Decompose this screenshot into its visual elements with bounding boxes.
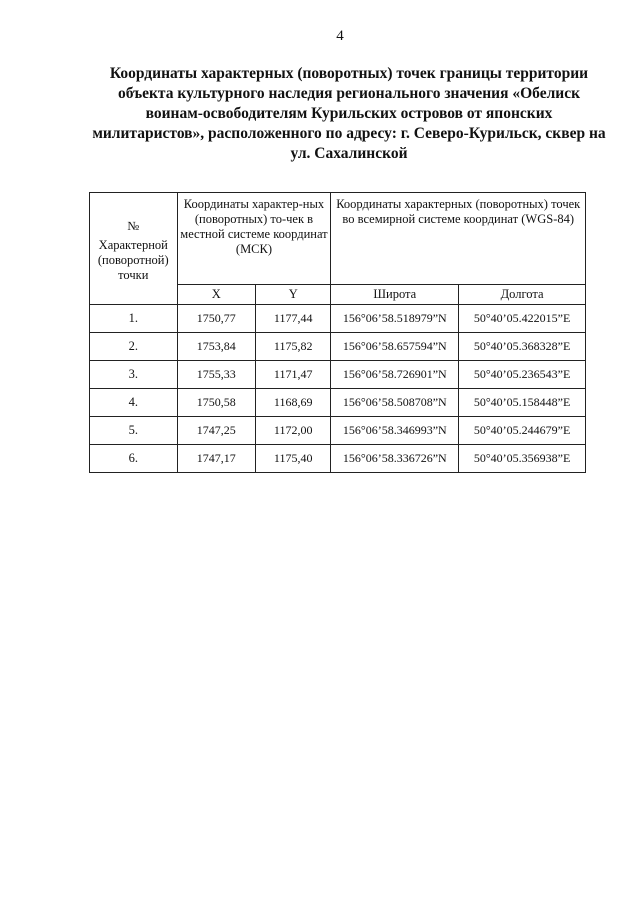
header-longitude: Долгота [459,285,586,305]
cell-latitude: 156°06’58.518979”N [331,305,459,333]
page-number: 4 [336,28,344,44]
cell-longitude: 50°40’05.422015”E [459,305,586,333]
cell-y: 1171,47 [255,361,330,389]
cell-point-number: 1. [90,305,178,333]
cell-longitude: 50°40’05.244679”E [459,417,586,445]
header-latitude: Широта [331,285,459,305]
cell-latitude: 156°06’58.336726”N [331,445,459,473]
cell-y: 1168,69 [255,389,330,417]
cell-longitude: 50°40’05.368328”E [459,333,586,361]
header-point-number [90,193,178,305]
cell-x: 1755,33 [177,361,255,389]
table-row [90,445,586,473]
cell-point-number: 3. [90,361,178,389]
cell-point-number: 6. [90,445,178,473]
cell-latitude: 156°06’58.726901”N [331,361,459,389]
title-line-3: воинам-освободителям Курильских островов от японских [145,105,553,122]
header-local-system: Координаты характер-ных (поворотных) то-чек в местной системе координат (МСК) [177,193,331,285]
cell-latitude: 156°06’58.657594”N [331,333,459,361]
title-line-4: милитаристов», расположенного по адресу: г. Северо-Курильск, сквер на [92,125,606,142]
cell-longitude: 50°40’05.158448”E [459,389,586,417]
title-line-1: Координаты характерных (поворотных) точек границы территории [109,65,589,82]
table-header-row [90,193,586,285]
cell-longitude: 50°40’05.236543”E [459,361,586,389]
table-row [90,389,586,417]
cell-y: 1177,44 [255,305,330,333]
header-point-number-sign: № [127,218,140,233]
table-row [90,417,586,445]
header-x: X [177,285,255,305]
cell-y: 1175,40 [255,445,330,473]
cell-x: 1747,25 [177,417,255,445]
cell-latitude: 156°06’58.508708”N [331,389,459,417]
table-row [90,305,586,333]
cell-y: 1172,00 [255,417,330,445]
cell-x: 1747,17 [177,445,255,473]
cell-latitude: 156°06’58.346993”N [331,417,459,445]
cell-longitude: 50°40’05.356938”E [459,445,586,473]
cell-x: 1753,84 [177,333,255,361]
cell-x: 1750,77 [177,305,255,333]
document-title [88,64,610,164]
coordinates-table [89,192,586,473]
cell-point-number: 2. [90,333,178,361]
header-world-system: Координаты характерных (поворотных) точек во всемирной системе координат (WGS-84) [331,193,586,285]
table-row [90,333,586,361]
cell-y: 1175,82 [255,333,330,361]
title-line-2: объекта культурного наследия регионального значения «Обелиск [117,85,581,102]
cell-x: 1750,58 [177,389,255,417]
title-line-5: ул. Сахалинской [290,145,408,162]
header-point-label: Характерной (поворотной) точки [97,237,169,282]
cell-point-number: 4. [90,389,178,417]
table-row [90,361,586,389]
cell-point-number: 5. [90,417,178,445]
header-y: Y [255,285,330,305]
